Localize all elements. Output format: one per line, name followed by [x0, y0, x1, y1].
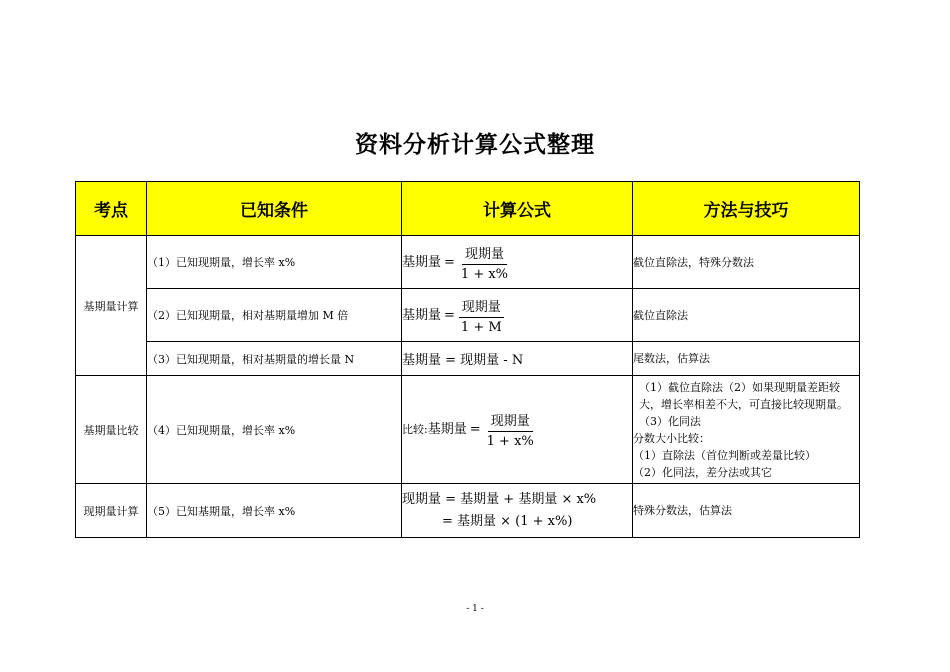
- formula-lhs: 基期量: [402, 307, 442, 323]
- header-condition: 已知条件: [147, 182, 402, 236]
- fraction-numerator: 现期量: [488, 410, 533, 432]
- table-row: [76, 289, 860, 342]
- formula-table: [75, 181, 860, 538]
- tips-line: （2）化同法，差分法或其它: [633, 465, 772, 479]
- formula-equals: =: [469, 422, 481, 437]
- tips-line: （3）化同法: [639, 414, 701, 428]
- fraction: [458, 243, 511, 282]
- formula-prefix: 比较:: [402, 423, 428, 436]
- category-base-compare: 基期量比较: [76, 376, 147, 484]
- table-row: [76, 342, 860, 376]
- formula-cell: [402, 289, 633, 342]
- fraction: [484, 410, 537, 449]
- tips-line: （1）直除法（首位判断或差量比较）: [633, 448, 816, 462]
- fraction-numerator: 现期量: [459, 296, 504, 318]
- table-row: [76, 236, 860, 289]
- fraction-denominator: 1 + x%: [486, 434, 534, 449]
- table-header-row: [76, 182, 860, 236]
- table-row: [76, 484, 860, 538]
- page-title: 资料分析计算公式整理: [355, 132, 595, 158]
- tips-line: 分数大小比较：: [633, 431, 710, 445]
- formula-cell: [402, 484, 633, 538]
- tips-cell: 特殊分数法，估算法: [633, 484, 860, 538]
- condition-cell: （3）已知现期量，相对基期量的增长量 N: [147, 342, 402, 376]
- tips-cell: 截位直除法: [633, 289, 860, 342]
- formula-lhs: 基期量: [402, 254, 442, 270]
- formula-line: = 基期量 × (1 + x%): [442, 513, 573, 529]
- fraction-denominator: 1 + x%: [460, 266, 509, 282]
- fraction-numerator: 现期量: [462, 243, 507, 265]
- condition-cell: （1）已知现期量，增长率 x%: [147, 236, 402, 289]
- formula-equals: =: [444, 254, 455, 270]
- tips-cell: 尾数法，估算法: [633, 342, 860, 376]
- formula-lhs: 基期量: [427, 422, 467, 437]
- fraction-denominator: 1 + M: [460, 319, 502, 335]
- table-row: [76, 376, 860, 484]
- tips-cell: 截位直除法，特殊分数法: [633, 236, 860, 289]
- fraction: [458, 296, 505, 335]
- category-current-calc: 现期量计算: [76, 484, 147, 538]
- tips-cell: [633, 376, 860, 484]
- tips-line: （1）截位直除法（2）如果现期量差距较大，增长率相差不大，可直接比较现期量。: [639, 380, 848, 411]
- condition-cell: （4）已知现期量，增长率 x%: [147, 376, 402, 484]
- formula-line: 现期量 = 基期量 + 基期量 × x%: [402, 491, 597, 507]
- formula-equals: =: [444, 307, 455, 323]
- page-number: - 1 -: [466, 604, 484, 614]
- condition-cell: （2）已知现期量，相对基期量增加 M 倍: [147, 289, 402, 342]
- condition-cell: （5）已知基期量，增长率 x%: [147, 484, 402, 538]
- formula-cell: [402, 376, 633, 484]
- header-tips: 方法与技巧: [633, 182, 860, 236]
- header-category: 考点: [76, 182, 147, 236]
- formula-cell: 基期量 = 现期量 - N: [402, 342, 633, 376]
- category-base-calc: 基期量计算: [76, 236, 147, 376]
- formula-cell: [402, 236, 633, 289]
- header-formula: 计算公式: [402, 182, 633, 236]
